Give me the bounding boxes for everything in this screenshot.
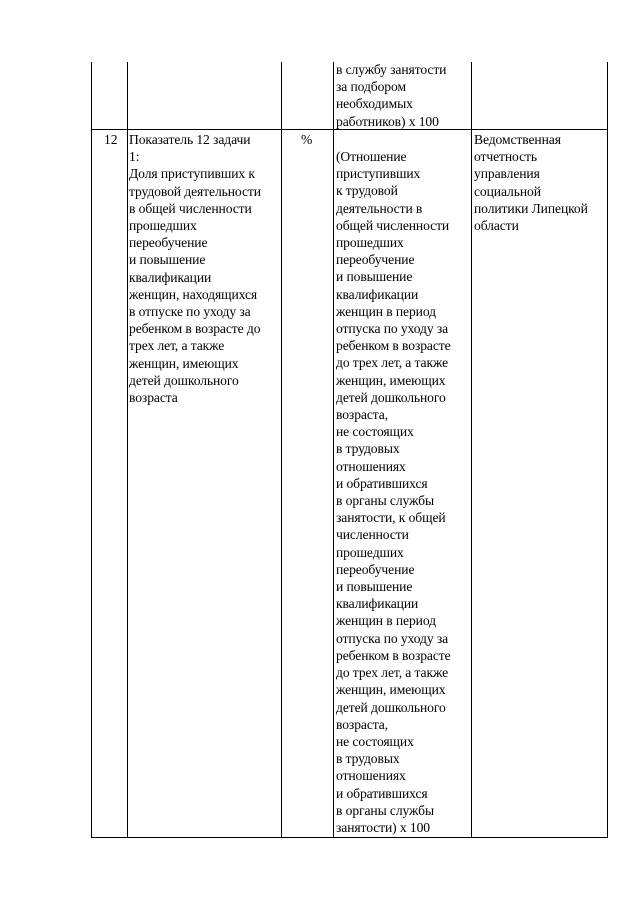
table-border-left: [91, 62, 92, 838]
column-divider-unit: [333, 62, 334, 838]
formula-cell: (Отношение приступивших к трудовой деятельности в общей численности прошедших переобучение и повышение квалификации женщин в период отпуска по уходу за ребенком в возрасте до трех лет, а также женщин, имеющих детей дошкольного возраста, не состоящих в трудовых отношениях и обратившихся в органы службы занятости, к общей численности прошедших переобучение и повышение квалификации женщин в период отпуска по уходу за ребенком в возрасте до трех лет, а также женщин, имеющих детей дошкольного возраста, не состоящих в трудовых отношениях и обратившихся в органы службы занятости) х 100: [336, 149, 451, 835]
column-divider-formula: [471, 62, 472, 838]
table-border-bottom: [91, 837, 608, 838]
column-divider-number: [127, 62, 128, 838]
table-border-right: [607, 62, 608, 838]
column-divider-indicator: [281, 62, 282, 838]
data-source-cell: Ведомственная отчетность управления социальной политики Липецкой области: [474, 132, 588, 234]
unit-cell: %: [301, 132, 313, 147]
indicator-name-cell: Показатель 12 задачи 1: Доля приступивших к трудовой деятельности в общей численности прошедших переобучение и повышение квалификации женщин, находящихся в отпуске по уходу за ребенком в возрасте до трех лет, а также женщин, имеющих детей дошкольного возраста: [129, 132, 261, 406]
formula-continuation-cell: в службу занятости за подбором необходимых работников) х 100: [336, 62, 447, 129]
row-number-cell: 12: [104, 132, 118, 147]
